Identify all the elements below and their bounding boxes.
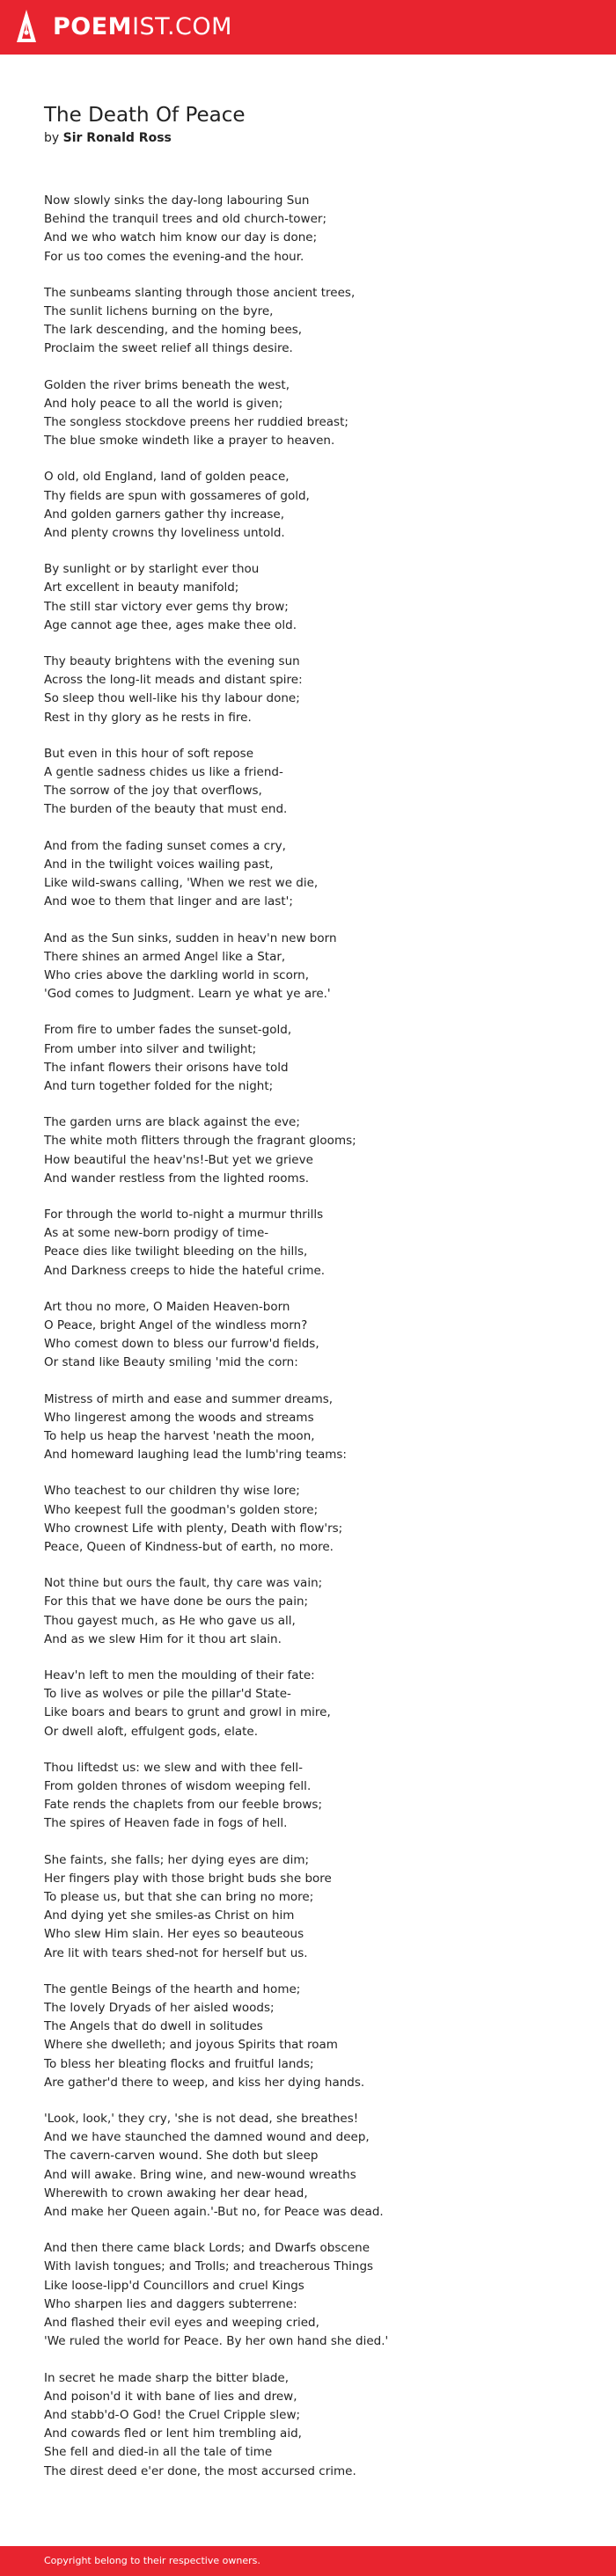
poem-line: Where she dwelleth; and joyous Spirits that roam [44,2038,338,2053]
poem-line: Thy beauty brightens with the evening sun [44,654,300,669]
poem-line: And then there came black Lords; and Dwarfs obscene [44,2241,370,2256]
poem-line: Who comest down to bless our furrow'd fields, [44,1337,319,1352]
poem-line: And make her Queen again.'-But no, for Peace was dead. [44,2205,384,2220]
poem-line: Now slowly sinks the day-long labouring Sun [44,193,310,208]
logo-bold-part: POEM [53,13,133,40]
stanza [44,1021,572,1096]
poem-line: Fate rends the chaplets from our feeble brows; [44,1798,322,1813]
copyright-notice: Copyright belong to their respective owners. [44,2555,260,2566]
poem-line: The still star victory ever gems thy brow; [44,599,289,614]
stanza [44,653,572,727]
poem-line: To help us heap the harvest 'neath the moon, [44,1428,315,1443]
poem-line: And holy peace to all the world is given; [44,396,283,411]
stanza [44,1206,572,1281]
poem-line: O Peace, bright Angel of the windless morn? [44,1317,308,1332]
poem-line: Who sharpen lies and daggers subterrene: [44,2296,297,2311]
poem-line: And dying yet she smiles-as Christ on him [44,1908,295,1923]
stanza [44,1113,572,1188]
poem-line: And from the fading sunset comes a cry, [44,838,286,853]
poem-line: And homeward laughing lead the lumb'ring teams: [44,1448,347,1463]
poem-line: Behind the tranquil trees and old church-tower; [44,212,327,227]
poem-line: The direst deed e'er done, the most accursed crime. [44,2463,356,2478]
poem-line: The sorrow of the joy that overflows, [44,784,262,799]
stanza [44,745,572,820]
stanza [44,1298,572,1373]
stanza [44,930,572,1004]
site-logo[interactable] [53,12,232,42]
poem-line: Who teachest to our children thy wise lore; [44,1484,300,1499]
poem-line: Not thine but ours the fault, thy care was vain; [44,1576,323,1591]
stanza [44,560,572,635]
poem-line: Golden the river brims beneath the west, [44,377,290,392]
stanza [44,837,572,912]
author-name[interactable]: Sir Ronald Ross [62,131,172,145]
logo-light-part: IST.COM [132,13,232,40]
poem-line: With lavish tongues; and Trolls; and treacherous Things [44,2259,374,2274]
stanza [44,1759,572,1834]
stanza [44,192,572,266]
poem-line: And stabb'd-O God! the Cruel Cripple slew; [44,2407,301,2422]
poem-line: Or dwell aloft, effulgent gods, elate. [44,1724,259,1739]
poem-line: Like wild-swans calling, 'When we rest we die, [44,876,319,891]
poem-line: She faints, she falls; her dying eyes are dim; [44,1852,310,1867]
stanza [44,2239,572,2351]
poem-line: Peace, Queen of Kindness-but of earth, no more. [44,1539,334,1554]
byline-prefix: by [44,131,60,145]
poem-line: But even in this hour of soft repose [44,746,254,761]
poem-line: To live as wolves or pile the pillar'd State- [44,1687,291,1702]
poem-line: Like boars and bears to grunt and growl in mire, [44,1705,331,1720]
poem-line: The songless stockdove preens her ruddied breast; [44,415,348,430]
poem-line: And cowards fled or lent him trembling aid, [44,2426,302,2441]
site-footer [0,2546,616,2576]
poem-line: And poison'd it with bane of lies and drew, [44,2389,297,2404]
poem-line: A gentle sadness chides us like a friend- [44,765,283,780]
stanza [44,1851,572,1963]
poem-line: And golden garners gather thy increase, [44,507,285,522]
poem-line: And we have staunched the damned wound and deep, [44,2130,370,2145]
poem-line: The gentle Beings of the hearth and home; [44,1981,301,1996]
poem-line: Age cannot age thee, ages make thee old. [44,617,297,632]
poem-line: Who crownest Life with plenty, Death with flow'rs; [44,1521,343,1536]
poem-line: Thou liftedst us: we slew and with thee fell- [44,1760,304,1775]
poem-line: The sunbeams slanting through those ancient trees, [44,285,356,300]
poem-line: 'We ruled the world for Peace. By her own hand she died.' [44,2334,389,2349]
poem-line: The white moth flitters through the fragrant glooms; [44,1134,356,1149]
poem-line: Who keepest full the goodman's golden store; [44,1502,319,1517]
poem-line: Who cries above the darkling world in scorn, [44,967,310,982]
poem-line: And in the twilight voices wailing past, [44,857,274,872]
poem-line: And wander restless from the lighted rooms. [44,1171,310,1186]
poem-line: For this that we have done be ours the pain; [44,1594,309,1609]
poem-line: Or stand like Beauty smiling 'mid the corn: [44,1355,298,1370]
stanza [44,376,572,451]
pen-nib-icon[interactable] [16,9,37,44]
poem-line: And woe to them that linger and are last'; [44,894,293,909]
poem-line: Thou gayest much, as He who gave us all, [44,1613,296,1628]
poem-line: For us too comes the evening-and the hour. [44,249,304,264]
poem-line: Mistress of mirth and ease and summer dreams, [44,1391,334,1406]
stanza [44,284,572,359]
poem-line: Rest in thy glory as he rests in fire. [44,710,252,725]
poem-line: The spires of Heaven fade in fogs of hell. [44,1816,288,1831]
poem-line: And we who watch him know our day is done; [44,230,318,245]
poem-line: And as we slew Him for it thou art slain. [44,1631,282,1646]
poem-line: How beautiful the heav'ns!-But yet we grieve [44,1152,313,1167]
poem-line: Who slew Him slain. Her eyes so beauteous [44,1927,304,1942]
poem-line: Proclaim the sweet relief all things desire. [44,341,293,356]
poem-line: Thy fields are spun with gossameres of gold, [44,488,310,503]
poem-line: Are lit with tears shed-not for herself but us. [44,1945,308,1960]
poem-line: Who lingerest among the woods and streams [44,1410,314,1425]
poem-line: So sleep thou well-like his thy labour done; [44,691,300,706]
poem-line: She fell and died-in all the tale of time [44,2445,273,2460]
stanza [44,1482,572,1557]
poem-line: The garden urns are black against the eve; [44,1115,300,1130]
stanza [44,1574,572,1649]
poem-line: To bless her bleating flocks and fruitful lands; [44,2056,314,2071]
poem-line: Wherewith to crown awaking her dear head, [44,2186,308,2200]
stanza [44,468,572,543]
poem-line: The lovely Dryads of her aisled woods; [44,2001,275,2016]
poem-line: Art excellent in beauty manifold; [44,580,239,595]
poem-line: As at some new-born prodigy of time- [44,1226,269,1241]
poem-line: 'God comes to Judgment. Learn ye what ye are.' [44,987,331,1002]
stanza [44,1981,572,2092]
poem-line: The infant flowers their orisons have told [44,1060,289,1075]
poem-line: The cavern-carven wound. She doth but sleep [44,2149,319,2164]
poem-line: The burden of the beauty that must end. [44,802,288,817]
poem-line: Art thou no more, O Maiden Heaven-born [44,1299,290,1314]
poem-body [44,192,572,2499]
poem-line: Like loose-lipp'd Councillors and cruel Kings [44,2278,304,2293]
stanza [44,1667,572,1741]
poem-byline [44,129,172,147]
stanza [44,2110,572,2222]
poem-line: To please us, but that she can bring no more; [44,1890,314,1905]
poem-line: And Darkness creeps to hide the hateful crime. [44,1263,326,1278]
poem-line: The lark descending, and the homing bees, [44,323,303,338]
poem-line: Across the long-lit meads and distant spire: [44,673,303,688]
site-header [0,0,616,55]
poem-line: There shines an armed Angel like a Star, [44,949,286,964]
poem-line: The sunlit lichens burning on the byre, [44,304,274,319]
poem-line: And plenty crowns thy loveliness untold. [44,526,285,541]
poem-line: For through the world to-night a murmur thrills [44,1207,324,1222]
poem-line: The Angels that do dwell in solitudes [44,2019,263,2034]
poem-line: 'Look, look,' they cry, 'she is not dead, she breathes! [44,2112,359,2127]
poem-line: From fire to umber fades the sunset-gold, [44,1023,292,1038]
poem-line: From umber into silver and twilight; [44,1041,257,1056]
stanza [44,1390,572,1465]
poem-line: In secret he made sharp the bitter blade, [44,2370,290,2385]
poem-line: And as the Sun sinks, sudden in heav'n new born [44,930,337,945]
poem-title: The Death Of Peace [44,104,246,127]
poem-line: The blue smoke windeth like a prayer to heaven. [44,434,335,449]
poem-line: By sunlight or by starlight ever thou [44,562,260,577]
poem-line: O old, old England, land of golden peace, [44,470,290,485]
poem-line: Her fingers play with those bright buds she bore [44,1871,332,1886]
poem-line: Peace dies like twilight bleeding on the hills, [44,1244,308,1259]
poem-line: Are gather'd there to weep, and kiss her dying hands. [44,2075,365,2090]
poem-line: And flashed their evil eyes and weeping cried, [44,2316,319,2331]
poem-line: Heav'n left to men the moulding of their fate: [44,1668,315,1682]
stanza [44,2369,572,2481]
poem-line: And will awake. Bring wine, and new-wound wreaths [44,2167,356,2182]
poem-line: From golden thrones of wisdom weeping fell. [44,1779,312,1794]
poem-line: And turn together folded for the night; [44,1078,274,1093]
